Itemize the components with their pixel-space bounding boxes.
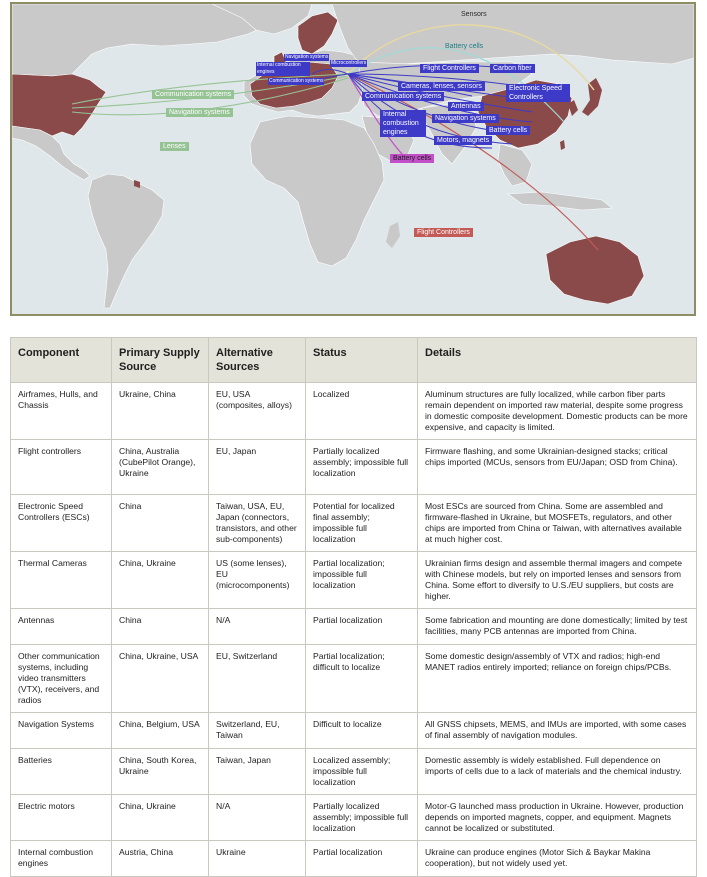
cell-status: Partial localization (306, 841, 418, 877)
cell-status: Partially localized assembly; impossible full localization (306, 795, 418, 841)
label-motors-magnets: Motors, magnets (434, 136, 492, 145)
cell-primary-source: China, Belgium, USA (112, 713, 209, 749)
cell-details: All GNSS chipsets, MEMS, and IMUs are imported, with some cases of final assembly of navigation modules. (418, 713, 697, 749)
table-row (11, 645, 697, 713)
cell-component: Navigation Systems (11, 713, 112, 749)
land-russia (332, 4, 694, 66)
cell-component: Airframes, Hulls, and Chassis (11, 383, 112, 440)
cell-component: Electronic Speed Controllers (ESCs) (11, 495, 112, 552)
cell-component: Thermal Cameras (11, 552, 112, 609)
label-battery-cells-teal: Battery cells (445, 43, 484, 50)
cell-primary-source: China, Ukraine (112, 795, 209, 841)
cell-alternative-sources: N/A (209, 609, 306, 645)
cell-details: Domestic assembly is widely established. Full dependence on imports of cells due to a lack of materials and the chemical industry. (418, 749, 697, 795)
cell-alternative-sources: EU, Japan (209, 440, 306, 495)
cell-primary-source: China, Ukraine (112, 552, 209, 609)
cell-primary-source: China, South Korea, Ukraine (112, 749, 209, 795)
cell-component: Flight controllers (11, 440, 112, 495)
table-row (11, 841, 697, 877)
cell-status: Difficult to localize (306, 713, 418, 749)
cell-details: Ukraine can produce engines (Motor Sich & Baykar Makina cooperation), but not widely used yet. (418, 841, 697, 877)
cell-primary-source: Ukraine, China (112, 383, 209, 440)
label-carbon-fiber: Carbon fiber (490, 64, 535, 73)
label-navigation-systems-blue: Navigation systems (432, 114, 499, 123)
cell-details: Ukrainian firms design and assemble thermal imagers and compete with Chinese models, but rely on imported lenses and sensors from China. Some effort to diversify to U.S./EU suppliers, but costs are higher. (418, 552, 697, 609)
header-component: Component (11, 338, 112, 383)
cell-primary-source: China (112, 609, 209, 645)
label-internal-combustion-blue: Internal combustion engines (380, 110, 426, 137)
table-row (11, 552, 697, 609)
supply-map (10, 2, 696, 316)
cell-details: Motor-G launched mass production in Ukraine. However, production depends on imported magnets, copper, and equipment. Magnets cannot be localized or substituted. (418, 795, 697, 841)
cell-component: Other communication systems, including video transmitters (VTX), receivers, and radios (11, 645, 112, 713)
table-row (11, 795, 697, 841)
cell-alternative-sources: N/A (209, 795, 306, 841)
supply-table-container (10, 337, 696, 877)
cell-alternative-sources: Switzerland, EU, Taiwan (209, 713, 306, 749)
cell-details: Firmware flashing, and some Ukrainian-designed stacks; critical chips imported (MCUs, sensors from EU/Japan; OSD from China). (418, 440, 697, 495)
label-navigation-systems-green: Navigation systems (166, 108, 233, 117)
cell-details: Most ESCs are sourced from China. Some are assembled and firmware-flashed in Ukraine, but MOSFETs, regulators, and other chips are imported from China or Taiwan, with alternatives available at much higher cost. (418, 495, 697, 552)
label-communication-systems-green: Communication systems (152, 90, 234, 99)
label-battery-cells-blue: Battery cells (486, 126, 530, 135)
cell-component: Electric motors (11, 795, 112, 841)
cell-status: Localized assembly; impossible full localization (306, 749, 418, 795)
cell-status: Partially localized assembly; impossible full localization (306, 440, 418, 495)
cell-details: Aluminum structures are fully localized, while carbon fiber parts remain dependent on imported raw material, despite some progress in domestic composite development. Domestic products can be more expensive, and capacity is limited. (418, 383, 697, 440)
label-cameras-lenses-sensors: Cameras, lenses, sensors (398, 82, 485, 91)
header-status: Status (306, 338, 418, 383)
cell-component: Internal combustion engines (11, 841, 112, 877)
table-row (11, 749, 697, 795)
cell-status: Partial localization; difficult to localize (306, 645, 418, 713)
table-row (11, 609, 697, 645)
label-flight-controllers-red: Flight Controllers (414, 228, 473, 237)
cell-alternative-sources: US (some lenses), EU (microcomponents) (209, 552, 306, 609)
table-row (11, 495, 697, 552)
world-map (12, 4, 694, 314)
cell-primary-source: China, Australia (CubePilot Orange), Ukraine (112, 440, 209, 495)
table-row (11, 713, 697, 749)
cell-details: Some fabrication and mounting are done domestically; limited by test facilities, many PCB antennas are imported from China. (418, 609, 697, 645)
cell-primary-source: Austria, China (112, 841, 209, 877)
label-internal-combustion-small: Internal combustion engines (256, 62, 310, 76)
label-battery-cells-magenta: Battery cells (390, 154, 434, 163)
label-communication-systems-small: Communication systems (269, 78, 324, 84)
supply-table (10, 337, 697, 877)
cell-status: Partial localization; impossible full localization (306, 552, 418, 609)
cell-alternative-sources: EU, USA (composites, alloys) (209, 383, 306, 440)
header-primary-source: Primary Supply Source (112, 338, 209, 383)
cell-status: Localized (306, 383, 418, 440)
label-sensors: Sensors (461, 11, 487, 18)
label-navigation-systems-small: Navigation systems (285, 54, 329, 60)
cell-alternative-sources: Taiwan, USA, EU, Japan (connectors, transistors, and other sub-components) (209, 495, 306, 552)
cell-primary-source: China, Ukraine, USA (112, 645, 209, 713)
cell-alternative-sources: Taiwan, Japan (209, 749, 306, 795)
label-microcontrollers: Microcontrollers (331, 60, 367, 66)
table-row (11, 440, 697, 495)
cell-alternative-sources: EU, Switzerland (209, 645, 306, 713)
label-lenses: Lenses (160, 142, 189, 151)
cell-status: Partial localization (306, 609, 418, 645)
label-communication-systems-blue: Communication systems (362, 92, 444, 101)
table-row (11, 383, 697, 440)
table-header-row (11, 338, 697, 383)
cell-details: Some domestic design/assembly of VTX and radios; high-end MANET radios entirely imported; reliance on foreign chips/PCBs. (418, 645, 697, 713)
cell-alternative-sources: Ukraine (209, 841, 306, 877)
label-antennas: Antennas (448, 102, 484, 111)
label-flight-controllers-blue: Flight Controllers (420, 64, 479, 73)
cell-component: Batteries (11, 749, 112, 795)
label-electronic-speed-controllers: Electronic Speed Controllers (506, 84, 570, 102)
cell-component: Antennas (11, 609, 112, 645)
header-alternative-sources: Alternative Sources (209, 338, 306, 383)
cell-status: Potential for localized final assembly; impossible full localization (306, 495, 418, 552)
header-details: Details (418, 338, 697, 383)
cell-primary-source: China (112, 495, 209, 552)
